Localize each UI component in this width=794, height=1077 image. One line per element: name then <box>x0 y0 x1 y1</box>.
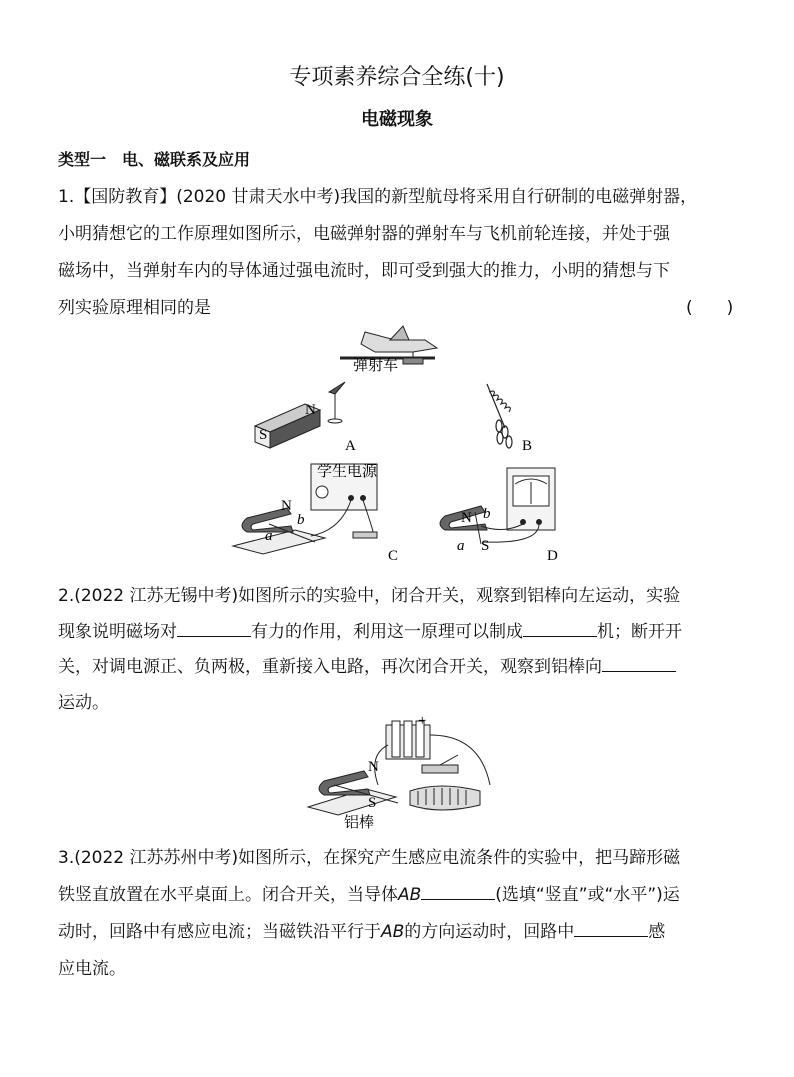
q1-line-1: 1.【国防教育】(2020 甘肃天水中考)我国的新型航母将采用自行研制的电磁弹射器， <box>58 187 698 207</box>
option-d-pole-n: N <box>461 510 472 526</box>
option-a-magnet-illustration <box>255 382 345 448</box>
q2-figure <box>300 715 510 831</box>
q3-line-2-part-2: (选填“竖直”或“水平”)运 <box>495 885 680 905</box>
q3-line-4: 应电流。 <box>58 959 126 979</box>
option-c-wire-b: b <box>297 512 305 528</box>
q3-line-2 <box>58 880 680 905</box>
q2-line-4: 运动。 <box>58 693 109 713</box>
q3-blank-1 <box>421 884 495 900</box>
q3-line-3-part-3: 感 <box>648 922 666 942</box>
option-a-pole-n: N <box>305 402 316 418</box>
option-b-electromagnet-illustration <box>487 384 512 448</box>
q2-line-3-text: 关，对调电源正、负两极，重新接入电路，再次闭合开关，观察到铝棒向 <box>58 657 602 677</box>
q2-blank-2 <box>523 621 597 637</box>
q2-line-2-part-2: 有力的作用，利用这一原理可以制成 <box>251 622 523 642</box>
q3-line-3-part-2: 的方向运动时，回路中 <box>404 922 575 942</box>
q1-figure <box>225 318 585 568</box>
option-d-pole-s: S <box>481 538 490 554</box>
option-a-label: A <box>345 438 356 454</box>
q3-line-2-part-1: 铁竖直放置在水平桌面上。闭合开关，当导体 <box>58 885 398 905</box>
q3-line-2-ab: AB <box>398 885 422 905</box>
option-d-wire-b: b <box>483 506 491 522</box>
page-subtitle: 电磁现象 <box>361 109 433 130</box>
q2-circuit-illustration <box>308 721 490 815</box>
q3-blank-2 <box>574 921 648 937</box>
option-d-galvanometer-illustration <box>440 468 555 544</box>
option-c-pole-n: N <box>281 498 292 514</box>
q2-line-2 <box>58 617 682 642</box>
q2-plus-sign: + <box>418 715 427 729</box>
q2-line-2-part-1: 现象说明磁场对 <box>58 622 177 642</box>
option-c-wire-a: a <box>265 528 273 544</box>
page-title: 专项素养综合全练(十) <box>289 65 505 90</box>
cart-label: 弹射车 <box>353 358 399 374</box>
option-b-label: B <box>522 438 533 454</box>
q1-line-4: 列实验原理相同的是 <box>58 298 211 318</box>
q2-pole-n: N <box>368 759 379 775</box>
option-c-label: C <box>388 548 399 564</box>
section-heading: 类型一 电、磁联系及应用 <box>58 150 251 169</box>
q3-line-3-part-1: 动时，回路中有感应电流；当磁铁沿平行于 <box>58 922 381 942</box>
option-a-pole-s: S <box>259 427 268 443</box>
option-c-power-label: 学生电源 <box>317 464 378 480</box>
q3-line-1: 3.(2022 江苏苏州中考)如图所示，在探究产生感应电流条件的实验中，把马蹄形磁 <box>58 848 681 868</box>
q2-line-1: 2.(2022 江苏无锡中考)如图所示的实验中，闭合开关，观察到铝棒向左运动，实验 <box>58 586 681 606</box>
q3-line-3 <box>58 917 665 942</box>
option-d-label: D <box>547 548 558 564</box>
q2-line-2-part-3: 机；断开开 <box>597 622 682 642</box>
q2-pole-s: S <box>368 795 377 811</box>
option-d-wire-a: a <box>457 538 465 554</box>
q1-line-3: 磁场中，当弹射车内的导体通过强电流时，即可受到强大的推力，小明的猜想与下 <box>58 261 670 281</box>
q2-line-3 <box>58 652 676 677</box>
q2-blank-1 <box>177 621 251 637</box>
q2-blank-3 <box>602 656 676 672</box>
q2-rod-label: 铝棒 <box>344 815 375 831</box>
q1-answer-bracket: ( ) <box>686 298 734 318</box>
q1-line-2: 小明猜想它的工作原理如图所示，电磁弹射器的弹射车与飞机前轮连接，并处于强 <box>58 224 670 244</box>
q3-line-3-ab: AB <box>381 922 405 942</box>
